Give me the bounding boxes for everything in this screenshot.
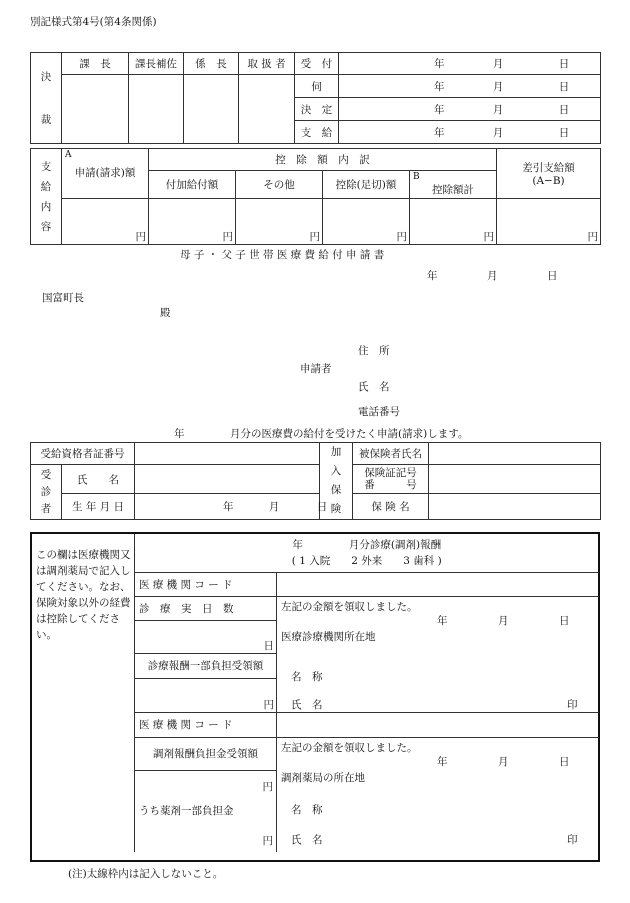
- drug-copay-yen: 円: [262, 834, 273, 847]
- dob-field[interactable]: 年 月 日: [135, 494, 320, 520]
- inst-code-field[interactable]: [277, 572, 599, 596]
- approval-side-label: 決 裁: [31, 53, 62, 144]
- date-year: 年: [427, 270, 438, 282]
- stamp-section-chief[interactable]: [62, 75, 129, 144]
- date-decision[interactable]: 年 月 日: [339, 98, 601, 121]
- drug-copay-label: うち薬剤一部負担金: [139, 804, 234, 817]
- inst-month: 月: [498, 614, 509, 627]
- stamp-subsection-chief[interactable]: [184, 75, 239, 144]
- days-label: 診 療 実 日 数: [135, 596, 277, 620]
- applicant-name-label: 氏 名: [358, 381, 390, 393]
- days-field[interactable]: 日: [135, 620, 277, 653]
- pharm-year: 年: [437, 755, 448, 768]
- cert-number-label: 受給資格者証番号: [31, 443, 135, 465]
- header-section-chief: 課 長: [62, 53, 129, 75]
- net-payment-header: 差引支給額 (A−B): [497, 149, 601, 199]
- applicant-label: 申請者: [300, 363, 332, 375]
- pharm-address-label: 調剤薬局の所在地: [281, 771, 365, 784]
- pharm-seal: 印: [567, 833, 578, 846]
- insurance-side-label: 加 入 保 険: [320, 443, 353, 520]
- label-received: 受 付: [295, 53, 339, 75]
- payment-table: [30, 148, 601, 245]
- label-decision: 決 定: [295, 98, 339, 121]
- label-payment: 支 給: [295, 121, 339, 144]
- header-handler: 取 扱 者: [239, 53, 295, 75]
- honorific: 殿: [160, 307, 171, 319]
- additional-benefit-field[interactable]: 円: [149, 199, 236, 245]
- pharmacy-receipt[interactable]: [277, 737, 599, 852]
- additional-benefit-header: 付加給付額: [149, 171, 236, 199]
- pharm-month: 月: [498, 755, 509, 768]
- form-reference: 別記様式第4号(第4条関係): [30, 16, 157, 28]
- date-inquiry[interactable]: 年 月 日: [339, 75, 601, 98]
- cert-number-field[interactable]: [135, 443, 320, 465]
- net-payment-field[interactable]: 円: [497, 199, 601, 245]
- addressee: 国富町長: [42, 292, 84, 304]
- stamp-deputy-chief[interactable]: [129, 75, 184, 144]
- dob-label: 生 年 月 日: [62, 494, 135, 520]
- applicant-address-label: 住 所: [358, 345, 390, 357]
- insurer-label: 保 険 名: [353, 494, 429, 520]
- inst-address-label: 医療診療機関所在地: [281, 630, 376, 643]
- pharm-copay-label: 調剤報酬負担金受領額: [135, 737, 277, 770]
- applicant-phone-label: 電話番号: [358, 406, 400, 418]
- inst-received-text: 左記の金額を領収しました。: [281, 600, 418, 613]
- label-inquiry: 伺: [295, 75, 339, 98]
- deduction-header: 控 除 額 内 訳: [149, 149, 497, 171]
- header-subsection-chief: 係 長: [184, 53, 239, 75]
- date-month: 月: [487, 270, 498, 282]
- drug-copay-cell[interactable]: [135, 770, 277, 852]
- date-received[interactable]: 年 月 日: [339, 53, 601, 75]
- pharm-received-text: 左記の金額を領収しました。: [281, 741, 418, 754]
- recipient-table: [30, 442, 601, 520]
- pharm-code-label: 医 療 機 関 コ ー ド: [135, 712, 277, 737]
- institution-receipt[interactable]: [277, 596, 599, 712]
- pharm-name-label: 名 称: [291, 803, 323, 816]
- statement-year: 年: [174, 428, 185, 440]
- recipient-name-label: 氏 名: [62, 465, 135, 494]
- recipient-name-field[interactable]: [135, 465, 320, 494]
- inst-person-label: 氏 名: [291, 698, 323, 711]
- statement: 月分の医療費の給付を受けたく申請(請求)します。: [230, 428, 469, 440]
- card-number-field[interactable]: [429, 465, 601, 494]
- period-header: 年 月分診療(調剤)報酬 ( 1 入院 2 外来 3 歯科 ): [135, 534, 599, 572]
- copay-field[interactable]: 円: [135, 678, 277, 712]
- pharm-copay-yen: 円: [262, 780, 273, 793]
- other-header: その他: [236, 171, 323, 199]
- request-amount-header: A 申請(請求)額: [62, 149, 149, 199]
- approval-table: [30, 52, 601, 144]
- insured-name-field[interactable]: [429, 443, 601, 465]
- date-payment[interactable]: 年 月 日: [339, 121, 601, 144]
- copay-label: 診療報酬一部負担受領額: [135, 653, 277, 678]
- pharm-day: 日: [559, 755, 570, 768]
- stamp-handler[interactable]: [239, 75, 295, 144]
- institution-note: この欄は医療機関又は調剤薬局で記入してください。なお、保険対象以外の経費は控除してください。: [36, 549, 131, 641]
- header-deputy-chief: 課長補佐: [129, 53, 184, 75]
- pharm-code-field[interactable]: [277, 712, 599, 737]
- inst-day: 日: [559, 614, 570, 627]
- deduction-shortfall-field[interactable]: 円: [323, 199, 410, 245]
- pharm-person-label: 氏 名: [291, 833, 323, 846]
- other-field[interactable]: 円: [236, 199, 323, 245]
- footnote: (注)太線枠内は記入しないこと。: [68, 868, 224, 880]
- deduction-total-header: B 控除額計: [410, 171, 497, 199]
- date-day: 日: [547, 270, 558, 282]
- deduction-total-field[interactable]: 円: [410, 199, 497, 245]
- request-amount-field[interactable]: 円: [62, 199, 149, 245]
- inst-code-label: 医 療 機 関 コ ー ド: [135, 572, 277, 596]
- form-title: 母 子 ・ 父 子 世 帯 医 療 費 給 付 申 請 書: [180, 249, 385, 261]
- medical-table: [134, 534, 599, 852]
- recipient-side-label: 受 診 者: [31, 465, 62, 520]
- deduction-shortfall-header: 控除(足切)額: [323, 171, 410, 199]
- inst-year: 年: [437, 614, 448, 627]
- inst-seal: 印: [567, 698, 578, 711]
- card-number-label: 保険証記号 番 号: [353, 465, 429, 494]
- payment-side-label: 支 給 内 容: [31, 149, 62, 245]
- inst-name-label: 名 称: [291, 670, 323, 683]
- insured-name-label: 被保険者氏名: [353, 443, 429, 465]
- insurer-field[interactable]: [429, 494, 601, 520]
